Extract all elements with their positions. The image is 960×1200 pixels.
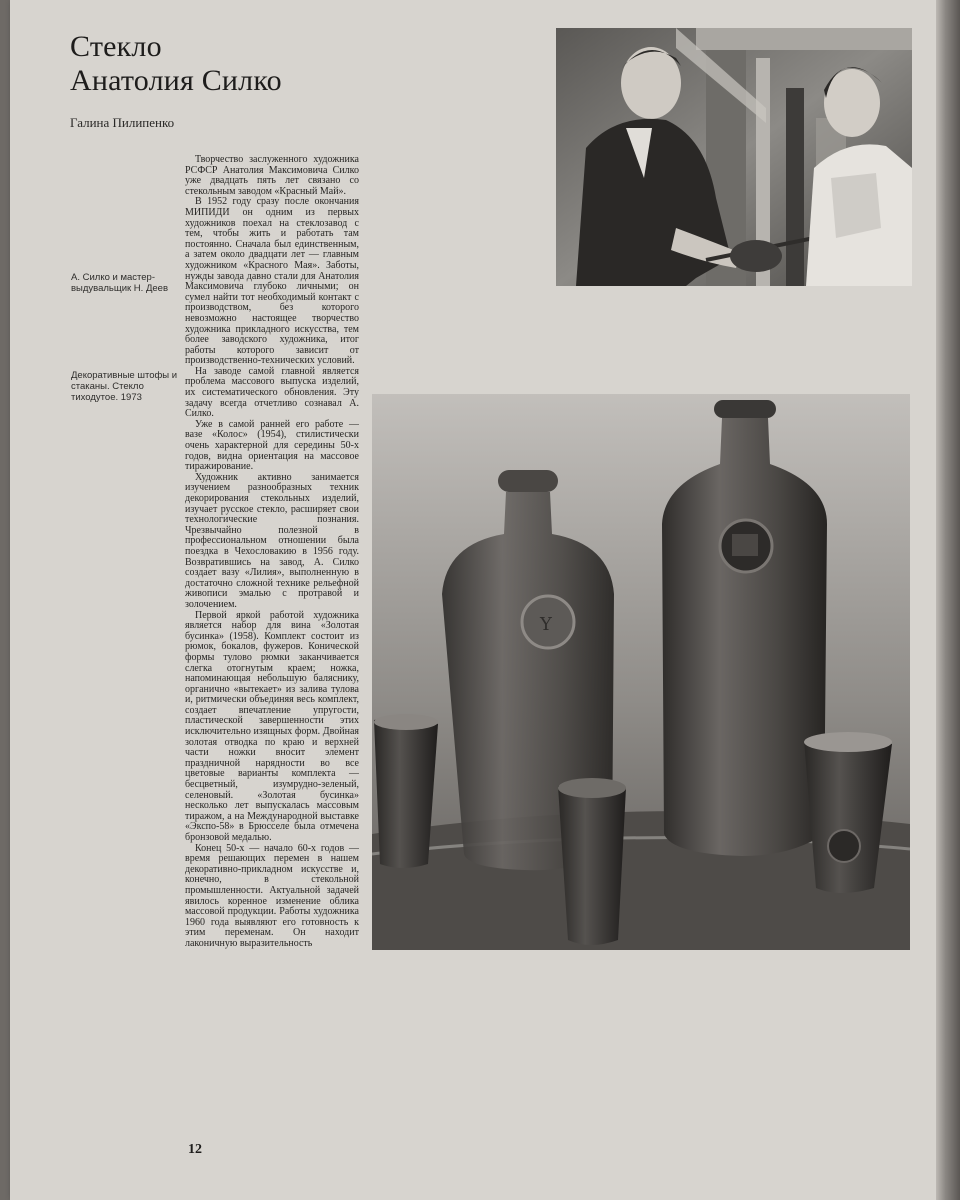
magazine-page [10,0,936,1200]
article-title [70,30,282,98]
body-paragraph: Уже в самой ранней его работе — вазе «Колос» (1954), стилистически очень характерной для середины 50-х годов, видна ориентация на массовое тиражирование. [185,418,359,473]
photo-artisans-at-work [556,28,912,286]
svg-text:Y: Y [540,614,552,635]
article-author: Галина Пилипенко [70,115,175,130]
page-number: 12 [188,1142,202,1157]
body-paragraph: На заводе самой главной является проблема массового выпуска изделий, их систематического обновления. Эту задачу всегда отчетливо сознавал А. Силко. [185,365,359,420]
article-body [185,155,359,1130]
photo-caption-glassware: Декоративные штофы и стаканы. Стекло тиходутое. 1973 [71,370,178,403]
photo-caption-artisans: А. Силко и мастер-выдувальщик Н. Деев [71,272,168,294]
body-paragraph: Конец 50-х — начало 60-х годов — время решающих перемен в нашем декоративно-прикладном искусстве и, конечно, в стекольной промышленности. Актуальной задачей явилось коренное изменение облика массовой продукции. Работы художника 1960 года выявляют его готовность к этим переменам. Он находит лаконичную выразительность [185,842,359,949]
body-paragraph: Первой яркой работой художника является набор для вина «Золотая бусинка» (1958). Комплект состоит из рюмок, бокалов, фужеров. Конической формы тулово рюмки заканчивается слегка отогнутым краем; ножка, напоминающая небольшую баляснику, органично «вытекает» из залива тулова и, ритмически объединяя весь комплект, создает впечатление упругости, пластической завершенности этих исключительно изящных форм. Двойная золотая отводка по краю и верхней части ножки вносит элемент праздничной нарядности во все цветовые варианты комплекта — бесцветный, изумрудно-зеленый, селеновый. «Золотая бусинка» несколько лет выпускалась массовым тиражом, а на Международной выставке «Экспо-58» в Брюсселе была отмечена бронзовой медалью. [185,609,359,843]
title-line-2: Анатолия Силко [70,64,282,97]
title-line-1: Стекло [70,30,162,63]
page-edge [936,0,960,1200]
body-paragraph: Художник активно занимается изучением разнообразных техник декорирования стекольных изделий, изучает русское стекло, расширяет свои технологические познания. Чрезвычайно полезной в профессиональном отношении была поездка в Чехословакию в 1956 году. Возвратившись на завод, А. Силко создает вазу «Лилия», выполненную в достаточно сложной технике рельефной живописи эмалью с протравой и золочением. [185,471,359,610]
photo-glass-bottles-and-cups [372,394,910,950]
body-paragraph: В 1952 году сразу после окончания МИПИДИ он одним из первых художников поехал на стеклозавод с тем, чтобы жить и работать там постоянно. Сначала был единственным, а затем около двадцати лет — главным художником «Красного Мая». Заботы, нужды завода давно стали для Анатолия Максимовича глубоко личными; он сумел найти тот необходимый контакт с производством, без которого невозможно настоящее творчество художника прикладного искусства, тем более заводского художника, итог работы которого зависит от производственно-технических условий. [185,196,359,367]
body-paragraph: Творчество заслуженного художника РСФСР Анатолия Максимовича Силко уже двадцать пять лет связано со стекольным заводом «Красный Май». [185,155,359,197]
